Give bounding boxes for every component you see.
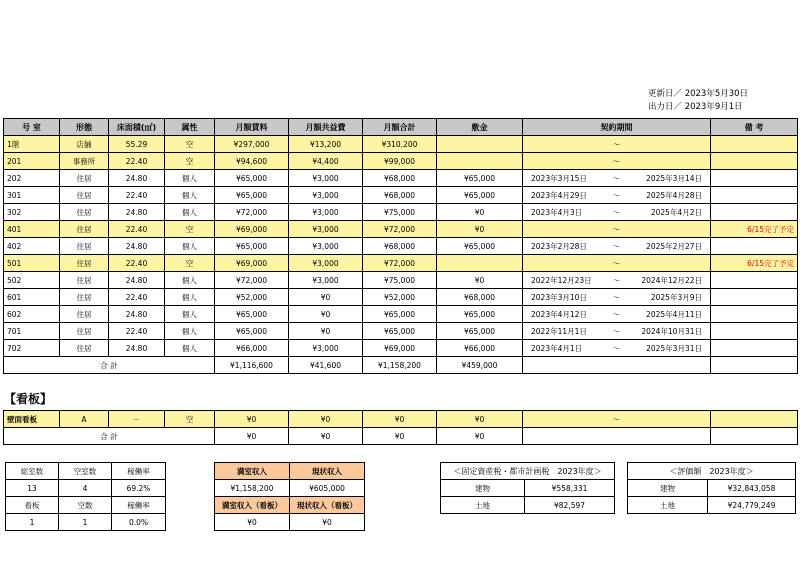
cell-type: 住居 xyxy=(60,204,109,221)
period-tilde: ～ xyxy=(612,275,621,285)
table-row xyxy=(4,255,798,272)
cell-attr: 個人 xyxy=(165,340,215,357)
header-type: 形態 xyxy=(60,119,109,136)
cell-common: ¥0 xyxy=(289,323,363,340)
signboard-total-row xyxy=(4,428,798,445)
signboard-common: ¥0 xyxy=(289,411,363,428)
table-row xyxy=(4,323,798,340)
cell-total: ¥68,000 xyxy=(363,187,437,204)
cell-period xyxy=(523,340,711,357)
cell-period xyxy=(523,153,711,170)
cell-attr: 個人 xyxy=(165,170,215,187)
cell-area: 22.40 xyxy=(109,255,165,272)
cell-deposit: ¥65,000 xyxy=(437,187,523,204)
period-tilde: ～ xyxy=(612,173,621,183)
signboard-rent: ¥0 xyxy=(215,411,289,428)
period-end: 2025年3月31日 xyxy=(646,343,702,353)
valuation-land-value: ¥24,779,249 xyxy=(708,497,796,514)
cell-note xyxy=(711,170,798,187)
cell-room: 402 xyxy=(4,238,60,255)
cell-note: 6/15完了予定 xyxy=(711,221,798,238)
cell-area: 24.80 xyxy=(109,170,165,187)
cell-type: 住居 xyxy=(60,187,109,204)
total-label: 合 計 xyxy=(4,357,215,374)
period-start: 2023年3月15日 xyxy=(531,173,587,183)
table-row xyxy=(4,272,798,289)
valuation-land-label: 土地 xyxy=(628,497,708,514)
cell-common: ¥4,400 xyxy=(289,153,363,170)
stat-vacant-label: 空室数 xyxy=(59,463,112,480)
period-end xyxy=(640,258,702,269)
period-tilde: ～ xyxy=(612,156,621,166)
cell-common: ¥3,000 xyxy=(289,170,363,187)
signboard-row xyxy=(4,411,798,428)
income-table xyxy=(214,462,365,531)
cell-period xyxy=(523,238,711,255)
cell-type: 住居 xyxy=(60,272,109,289)
cell-area: 24.80 xyxy=(109,204,165,221)
period-end: 2025年3月9日 xyxy=(650,292,702,302)
cell-note xyxy=(711,323,798,340)
cell-note xyxy=(711,136,798,153)
cell-common: ¥3,000 xyxy=(289,238,363,255)
cell-total: ¥75,000 xyxy=(363,204,437,221)
cell-common: ¥3,000 xyxy=(289,187,363,204)
period-end: 2024年12月22日 xyxy=(641,275,702,285)
cell-area: 22.40 xyxy=(109,221,165,238)
cell-common: ¥0 xyxy=(289,289,363,306)
signboard-total-deposit: ¥0 xyxy=(437,428,523,445)
valuation-title: ＜評価額 2023年度＞ xyxy=(628,463,796,480)
total-row xyxy=(4,357,798,374)
header-room: 号 室 xyxy=(4,119,60,136)
date-info xyxy=(648,88,798,114)
tax-table xyxy=(440,462,615,514)
table-row xyxy=(4,238,798,255)
cell-note: 6/15完了予定 xyxy=(711,255,798,272)
cell-room: 601 xyxy=(4,289,60,306)
cell-note xyxy=(711,289,798,306)
cell-total: ¥68,000 xyxy=(363,238,437,255)
stat-sign-occupancy-label: 稼働率 xyxy=(112,497,166,514)
cell-type: 住居 xyxy=(60,289,109,306)
header-area: 床面積(㎡) xyxy=(109,119,165,136)
signboard-table xyxy=(3,410,798,445)
income-full-label: 満室収入 xyxy=(215,463,290,480)
table-row xyxy=(4,204,798,221)
cell-rent: ¥65,000 xyxy=(215,187,289,204)
table-row xyxy=(4,136,798,153)
stat-occupancy-label: 稼働率 xyxy=(112,463,166,480)
cell-attr: 個人 xyxy=(165,187,215,204)
cell-area: 24.80 xyxy=(109,238,165,255)
cell-room: 202 xyxy=(4,170,60,187)
period-start xyxy=(531,139,593,150)
cell-note xyxy=(711,153,798,170)
cell-attr: 空 xyxy=(165,136,215,153)
cell-type: 住居 xyxy=(60,340,109,357)
cell-rent: ¥65,000 xyxy=(215,238,289,255)
period-tilde: ～ xyxy=(612,139,621,149)
cell-attr: 個人 xyxy=(165,323,215,340)
cell-area: 22.40 xyxy=(109,187,165,204)
header-deposit: 敷金 xyxy=(437,119,523,136)
period-start: 2022年12月23日 xyxy=(531,275,592,285)
cell-total: ¥68,000 xyxy=(363,170,437,187)
cell-room: 502 xyxy=(4,272,60,289)
cell-common: ¥3,000 xyxy=(289,340,363,357)
cell-attr: 個人 xyxy=(165,306,215,323)
stat-occupancy: 69.2% xyxy=(112,480,166,497)
header-attr: 属性 xyxy=(165,119,215,136)
cell-common: ¥0 xyxy=(289,306,363,323)
cell-deposit: ¥0 xyxy=(437,272,523,289)
signboard-total-label: 合 計 xyxy=(4,428,215,445)
cell-deposit xyxy=(437,136,523,153)
cell-rent: ¥69,000 xyxy=(215,255,289,272)
cell-type: 住居 xyxy=(60,221,109,238)
cell-total: ¥99,000 xyxy=(363,153,437,170)
table-row xyxy=(4,340,798,357)
stat-total-rooms-label: 総室数 xyxy=(6,463,59,480)
period-end: 2025年2月27日 xyxy=(646,241,702,251)
signboard-type: A xyxy=(60,411,109,428)
cell-room: 1階 xyxy=(4,136,60,153)
cell-room: 602 xyxy=(4,306,60,323)
cell-rent: ¥72,000 xyxy=(215,204,289,221)
tax-title: ＜固定資産税・都市計画税 2023年度＞ xyxy=(441,463,615,480)
cell-rent: ¥69,000 xyxy=(215,221,289,238)
period-start: 2023年2月28日 xyxy=(531,241,587,251)
cell-period xyxy=(523,204,711,221)
cell-period xyxy=(523,272,711,289)
table-row xyxy=(4,187,798,204)
cell-attr: 個人 xyxy=(165,238,215,255)
signboard-total-total: ¥0 xyxy=(363,428,437,445)
period-end xyxy=(640,156,702,167)
cell-area: 24.80 xyxy=(109,340,165,357)
rent-roll-table xyxy=(3,118,798,374)
period-start: 2023年4月1日 xyxy=(531,343,583,353)
cell-total: ¥69,000 xyxy=(363,340,437,357)
cell-deposit: ¥65,000 xyxy=(437,170,523,187)
signboard-period: ～ xyxy=(523,411,711,428)
valuation-table xyxy=(627,462,796,514)
cell-deposit: ¥68,000 xyxy=(437,289,523,306)
cell-total: ¥72,000 xyxy=(363,221,437,238)
cell-type: 住居 xyxy=(60,238,109,255)
valuation-building-value: ¥32,843,058 xyxy=(708,480,796,497)
cell-attr: 空 xyxy=(165,255,215,272)
cell-note xyxy=(711,187,798,204)
header-rent: 月額賃料 xyxy=(215,119,289,136)
cell-total: ¥52,000 xyxy=(363,289,437,306)
total-period xyxy=(523,357,711,374)
valuation-building-label: 建物 xyxy=(628,480,708,497)
cell-deposit: ¥0 xyxy=(437,204,523,221)
stat-sign: 1 xyxy=(6,514,59,531)
income-current-sign-label: 現状収入（看板） xyxy=(290,497,365,514)
period-start xyxy=(531,224,593,235)
cell-type: 住居 xyxy=(60,255,109,272)
cell-attr: 個人 xyxy=(165,204,215,221)
period-start: 2023年4月12日 xyxy=(531,309,587,319)
cell-area: 24.80 xyxy=(109,306,165,323)
period-start: 2023年3月10日 xyxy=(531,292,587,302)
cell-rent: ¥297,000 xyxy=(215,136,289,153)
cell-attr: 空 xyxy=(165,221,215,238)
cell-room: 501 xyxy=(4,255,60,272)
period-tilde: ～ xyxy=(612,241,621,251)
table-row xyxy=(4,306,798,323)
period-end: 2025年4月28日 xyxy=(646,190,702,200)
cell-period xyxy=(523,323,711,340)
cell-type: 住居 xyxy=(60,323,109,340)
cell-period xyxy=(523,221,711,238)
signboard-section-title: 【看板】 xyxy=(4,392,53,406)
income-full-sign-label: 満室収入（看板） xyxy=(215,497,290,514)
income-full-sign: ¥0 xyxy=(215,514,290,531)
income-current-label: 現状収入 xyxy=(290,463,365,480)
cell-area: 55.29 xyxy=(109,136,165,153)
header-note: 備 考 xyxy=(711,119,798,136)
cell-area: 22.40 xyxy=(109,153,165,170)
header-period: 契約期間 xyxy=(523,119,711,136)
stat-sign-vacant-label: 空数 xyxy=(59,497,112,514)
signboard-total: ¥0 xyxy=(363,411,437,428)
period-end: 2025年4月11日 xyxy=(646,309,702,319)
cell-type: 事務所 xyxy=(60,153,109,170)
income-current: ¥605,000 xyxy=(290,480,365,497)
period-tilde: ～ xyxy=(612,207,621,217)
cell-room: 302 xyxy=(4,204,60,221)
table-header-row xyxy=(4,119,798,136)
period-tilde: ～ xyxy=(612,224,621,234)
cell-room: 701 xyxy=(4,323,60,340)
signboard-total-note xyxy=(711,428,798,445)
signboard-total-rent: ¥0 xyxy=(215,428,289,445)
total-deposit: ¥459,000 xyxy=(437,357,523,374)
cell-deposit xyxy=(437,255,523,272)
cell-note xyxy=(711,340,798,357)
cell-area: 24.80 xyxy=(109,272,165,289)
signboard-attr: 空 xyxy=(165,411,215,428)
period-start xyxy=(531,156,593,167)
period-tilde: ～ xyxy=(612,326,621,336)
cell-type: 店舗 xyxy=(60,136,109,153)
stat-sign-label: 看板 xyxy=(6,497,59,514)
signboard-total-common: ¥0 xyxy=(289,428,363,445)
header-total: 月額合計 xyxy=(363,119,437,136)
period-end: 2025年3月14日 xyxy=(646,173,702,183)
table-row xyxy=(4,289,798,306)
cell-rent: ¥52,000 xyxy=(215,289,289,306)
header-common: 月額共益費 xyxy=(289,119,363,136)
period-end xyxy=(640,139,702,150)
period-start xyxy=(531,258,593,269)
period-end: 2025年4月2日 xyxy=(650,207,702,217)
cell-common: ¥3,000 xyxy=(289,221,363,238)
tax-land-value: ¥82,597 xyxy=(525,497,615,514)
total-total: ¥1,158,200 xyxy=(363,357,437,374)
cell-deposit: ¥65,000 xyxy=(437,323,523,340)
income-current-sign: ¥0 xyxy=(290,514,365,531)
signboard-deposit: ¥0 xyxy=(437,411,523,428)
period-end xyxy=(640,224,702,235)
period-tilde: ～ xyxy=(612,343,621,353)
cell-area: 22.40 xyxy=(109,323,165,340)
cell-total: ¥65,000 xyxy=(363,306,437,323)
cell-period xyxy=(523,306,711,323)
income-full: ¥1,158,200 xyxy=(215,480,290,497)
stat-sign-vacant: 1 xyxy=(59,514,112,531)
stat-total-rooms: 13 xyxy=(6,480,59,497)
tax-land-label: 土地 xyxy=(441,497,525,514)
period-start: 2023年4月29日 xyxy=(531,190,587,200)
cell-rent: ¥94,600 xyxy=(215,153,289,170)
period-tilde: ～ xyxy=(612,190,621,200)
cell-period xyxy=(523,170,711,187)
cell-room: 401 xyxy=(4,221,60,238)
table-row xyxy=(4,170,798,187)
stat-sign-occupancy: 0.0% xyxy=(112,514,166,531)
cell-total: ¥65,000 xyxy=(363,323,437,340)
cell-area: 22.40 xyxy=(109,289,165,306)
cell-period xyxy=(523,187,711,204)
cell-deposit: ¥65,000 xyxy=(437,238,523,255)
cell-attr: 個人 xyxy=(165,272,215,289)
cell-deposit: ¥66,000 xyxy=(437,340,523,357)
cell-total: ¥75,000 xyxy=(363,272,437,289)
table-row xyxy=(4,221,798,238)
cell-rent: ¥72,000 xyxy=(215,272,289,289)
total-note xyxy=(711,357,798,374)
cell-note xyxy=(711,204,798,221)
signboard-name: 壁面看板 xyxy=(4,411,60,428)
cell-total: ¥310,200 xyxy=(363,136,437,153)
cell-rent: ¥66,000 xyxy=(215,340,289,357)
cell-rent: ¥65,000 xyxy=(215,306,289,323)
output-date: 出力日／ 2023年9月1日 xyxy=(648,102,743,112)
cell-common: ¥3,000 xyxy=(289,272,363,289)
cell-period xyxy=(523,136,711,153)
cell-common: ¥3,000 xyxy=(289,255,363,272)
cell-common: ¥3,000 xyxy=(289,204,363,221)
cell-room: 301 xyxy=(4,187,60,204)
tax-building-value: ¥558,331 xyxy=(525,480,615,497)
period-end: 2024年10月31日 xyxy=(641,326,702,336)
cell-total: ¥72,000 xyxy=(363,255,437,272)
occupancy-stats-table xyxy=(5,462,166,531)
cell-room: 201 xyxy=(4,153,60,170)
period-tilde: ～ xyxy=(612,292,621,302)
cell-type: 住居 xyxy=(60,306,109,323)
cell-type: 住居 xyxy=(60,170,109,187)
signboard-total-period xyxy=(523,428,711,445)
updated-date: 更新日／ 2023年5月30日 xyxy=(648,89,749,99)
total-common: ¥41,600 xyxy=(289,357,363,374)
cell-note xyxy=(711,306,798,323)
total-rent: ¥1,116,600 xyxy=(215,357,289,374)
cell-period xyxy=(523,289,711,306)
period-start: 2023年4月3日 xyxy=(531,207,583,217)
period-start: 2022年11月1日 xyxy=(531,326,587,336)
tax-building-label: 建物 xyxy=(441,480,525,497)
cell-deposit: ¥65,000 xyxy=(437,306,523,323)
cell-rent: ¥65,000 xyxy=(215,323,289,340)
signboard-note xyxy=(711,411,798,428)
cell-attr: 空 xyxy=(165,153,215,170)
cell-note xyxy=(711,272,798,289)
cell-deposit: ¥0 xyxy=(437,221,523,238)
period-tilde: ～ xyxy=(612,258,621,268)
cell-note xyxy=(711,238,798,255)
cell-room: 702 xyxy=(4,340,60,357)
stat-vacant: 4 xyxy=(59,480,112,497)
table-row xyxy=(4,153,798,170)
cell-common: ¥13,200 xyxy=(289,136,363,153)
cell-attr: 個人 xyxy=(165,289,215,306)
cell-rent: ¥65,000 xyxy=(215,170,289,187)
signboard-area: － xyxy=(109,411,165,428)
period-tilde: ～ xyxy=(612,309,621,319)
cell-deposit xyxy=(437,153,523,170)
cell-period xyxy=(523,255,711,272)
